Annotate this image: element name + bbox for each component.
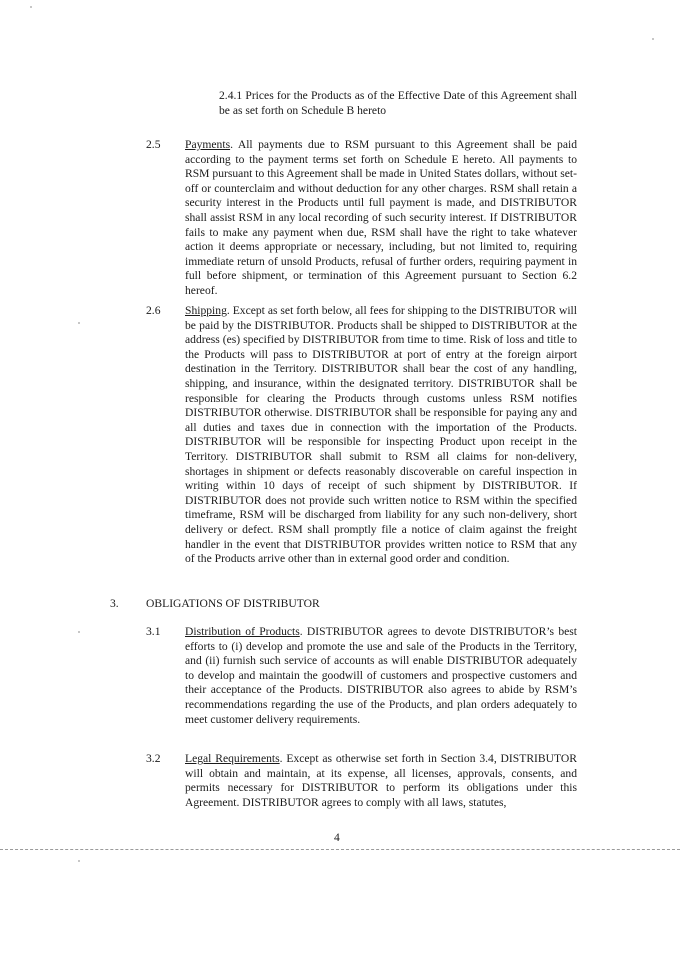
clause-2-5-number: 2.5	[146, 138, 161, 151]
clause-2-6	[185, 304, 577, 567]
clause-2-5-body: . All payments due to RSM pursuant to this Agreement shall be paid according to the payment terms set forth on Schedule E hereto. All payments to RSM pursuant to this Agreement shall be made in United States dollars, without set-off or counterclaim and without deduction for any other charges. RSM shall retain a security interest in the Products until full payment is made, and DISTRIBUTOR shall assist RSM in any local recording of such security interest. If DISTRIBUTOR fails to make any payment when due, RSM shall have the right to take whatever action it deems appropriate or necessary, including, but not limited to, requiring immediate return of unsold Products, refusal of further orders, requiring payment in full before shipment, or termination of this Agreement pursuant to Section 6.2 hereof.	[185, 138, 577, 297]
scan-speck	[30, 6, 32, 8]
clause-3-2-body: . Except as otherwise set forth in Section 3.4, DISTRIBUTOR will obtain and maintain, at its expense, all licenses, approvals, consents, and permits necessary for DISTRIBUTOR to perform its obligations under this Agreement. DISTRIBUTOR agrees to comply with all laws, statutes,	[185, 752, 577, 809]
clause-3-2-heading: Legal Requirements	[185, 752, 280, 765]
clause-3-2	[185, 752, 577, 810]
section-3-heading: OBLIGATIONS OF DISTRIBUTOR	[146, 597, 320, 610]
clause-2-6-body: . Except as set forth below, all fees for shipping to the DISTRIBUTOR will be paid by the DISTRIBUTOR. Products shall be shipped to DISTRIBUTOR at the address (es) specified by DISTRIBUTOR from time to time. Risk of loss and title to the Products will pass to DISTRIBUTOR at port of entry at the foreign airport destination in the Territory. DISTRIBUTOR shall bear the cost of any handling, shipping, and insurance, within the designated territory. DISTRIBUTOR shall be responsible for clearing the Products through customs unless RSM notifies DISTRIBUTOR otherwise. DISTRIBUTOR shall be responsible for paying any and all duties and taxes due in connection with the importation of the Products. DISTRIBUTOR will be responsible for inspecting Product upon receipt in the Territory. DISTRIBUTOR shall submit to RSM all claims for non-delivery, shortages in shipment or defects reasonably discoverable on careful inspection in writing within 10 days of receipt of such shipment by DISTRIBUTOR. If DISTRIBUTOR does not provide such written notice to RSM within the specified timeframe, RSM will be discharged from liability for any such non-delivery, short delivery or defect. RSM shall promptly file a notice of claim against the freight handler in the event that DISTRIBUTOR provides written notice to RSM that any of the Products arrive other than in external good order and condition.	[185, 304, 577, 566]
clause-2-5	[185, 138, 577, 299]
clause-3-1-number: 3.1	[146, 625, 161, 638]
scan-speck	[78, 860, 80, 862]
clause-2-4-1: 2.4.1 Prices for the Products as of the Effective Date of this Agreement shall be as set forth on Schedule B hereto	[219, 89, 577, 117]
section-3-number: 3.	[110, 597, 119, 610]
scan-speck	[78, 631, 80, 633]
clause-3-1-body: . DISTRIBUTOR agrees to devote DISTRIBUTOR’s best efforts to (i) develop and promote the use and sale of the Products in the Territory, and (ii) furnish such service of accounts as will enable DISTRIBUTOR adequately to develop and maintain the goodwill of customers and prospective customers and their acceptance of the Products. DISTRIBUTOR also agrees to abide by RSM’s recommendations regarding the use of the Products, and plan orders adequately to meet customer delivery requirements.	[185, 625, 577, 726]
clause-3-2-number: 3.2	[146, 752, 161, 765]
clause-2-6-heading: Shipping	[185, 304, 227, 317]
clause-3-1	[185, 625, 577, 727]
page-number: 4	[334, 831, 340, 844]
scan-divider-line	[0, 849, 680, 850]
clause-2-6-number: 2.6	[146, 304, 161, 317]
clause-3-1-heading: Distribution of Products	[185, 625, 300, 638]
clause-2-5-heading: Payments	[185, 138, 231, 151]
scan-speck	[78, 322, 80, 324]
scan-speck	[652, 38, 654, 40]
